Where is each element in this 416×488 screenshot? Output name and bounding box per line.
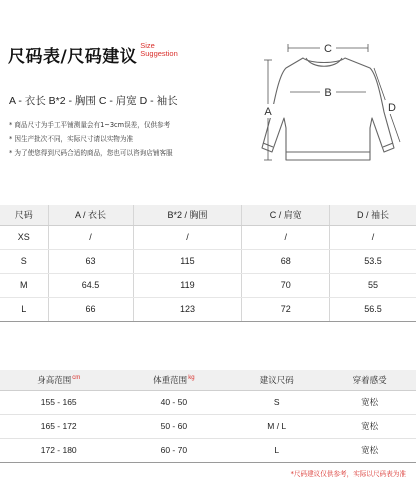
notes-list [9, 118, 173, 160]
table-cell: 64.5 [48, 273, 133, 297]
table-cell: / [48, 225, 133, 249]
table-cell: 60 - 70 [117, 438, 230, 462]
table-row [0, 390, 416, 414]
column-header: B*2 / 胸围 [133, 205, 242, 225]
column-header: 穿着感受 [323, 370, 416, 390]
fit-suggestion-table [0, 370, 416, 463]
column-header [0, 370, 117, 390]
table-cell: 119 [133, 273, 242, 297]
table-cell: 115 [133, 249, 242, 273]
size-cell: XS [0, 225, 48, 249]
table-header-row [0, 205, 416, 225]
weight-range-header: 体重范围 [153, 374, 188, 385]
column-header: D / 袖长 [330, 205, 416, 225]
table-row [0, 249, 416, 273]
table-cell: 172 - 180 [0, 438, 117, 462]
table-cell: 56.5 [330, 297, 416, 321]
note-item: * 为了使您得到尺码合适的商品，您也可以咨询店铺客服 [9, 149, 173, 157]
table-row [0, 297, 416, 321]
table-cell: 55 [330, 273, 416, 297]
table-cell: 70 [242, 273, 330, 297]
table-cell: 40 - 50 [117, 390, 230, 414]
label-d: D [388, 102, 396, 114]
table-cell: 66 [48, 297, 133, 321]
page-title: 尺码表/尺码建议 [8, 47, 138, 67]
table-cell: / [133, 225, 242, 249]
table-cell: 155 - 165 [0, 390, 117, 414]
table-cell: / [242, 225, 330, 249]
table-row [0, 273, 416, 297]
height-unit: cm [72, 374, 81, 381]
page-title-row [8, 42, 178, 67]
label-a: A [264, 106, 272, 118]
table-cell: 63 [48, 249, 133, 273]
table-cell: 72 [242, 297, 330, 321]
column-header [117, 370, 230, 390]
table-cell: 50 - 60 [117, 414, 230, 438]
table-row [0, 414, 416, 438]
table-cell: L [230, 438, 323, 462]
sweatshirt-diagram [248, 22, 408, 182]
size-chart-table [0, 205, 416, 322]
page-subtitle [140, 42, 178, 58]
column-header: A / 衣长 [48, 205, 133, 225]
footnote: *尺码建议仅供参考，实际以尺码表为准 [290, 470, 406, 478]
table-cell: 165 - 172 [0, 414, 117, 438]
table-cell: S [230, 390, 323, 414]
size-cell: L [0, 297, 48, 321]
size-cell: M [0, 273, 48, 297]
size-cell: S [0, 249, 48, 273]
weight-unit: kg [188, 374, 195, 381]
height-range-header: 身高范围 [37, 374, 72, 385]
table-cell: 68 [242, 249, 330, 273]
subtitle-line-2: Suggestion [140, 49, 178, 58]
label-c: C [324, 43, 332, 55]
table-cell: 宽松 [323, 390, 416, 414]
table-row [0, 225, 416, 249]
note-item: * 因生产批次不同，实际尺寸请以实物为准 [9, 135, 134, 143]
column-header: 尺码 [0, 205, 48, 225]
subtitle-line-1: Size [140, 41, 155, 50]
column-header: C / 肩宽 [242, 205, 330, 225]
table-cell: 宽松 [323, 414, 416, 438]
table-cell: 宽松 [323, 438, 416, 462]
table-cell: 123 [133, 297, 242, 321]
table-cell: 53.5 [330, 249, 416, 273]
cuff-right [383, 143, 393, 147]
table-header-row [0, 370, 416, 390]
column-header: 建议尺码 [230, 370, 323, 390]
measurement-legend: A - 衣长 B*2 - 胸围 C - 肩宽 D - 袖长 [9, 95, 178, 107]
sweatshirt-outline [262, 58, 394, 160]
table-row [0, 438, 416, 462]
table-cell: M / L [230, 414, 323, 438]
label-b: B [324, 87, 332, 99]
note-item: * 商品尺寸为手工平铺测量会有1~3cm误差，仅供参考 [9, 121, 171, 129]
table-cell: / [330, 225, 416, 249]
